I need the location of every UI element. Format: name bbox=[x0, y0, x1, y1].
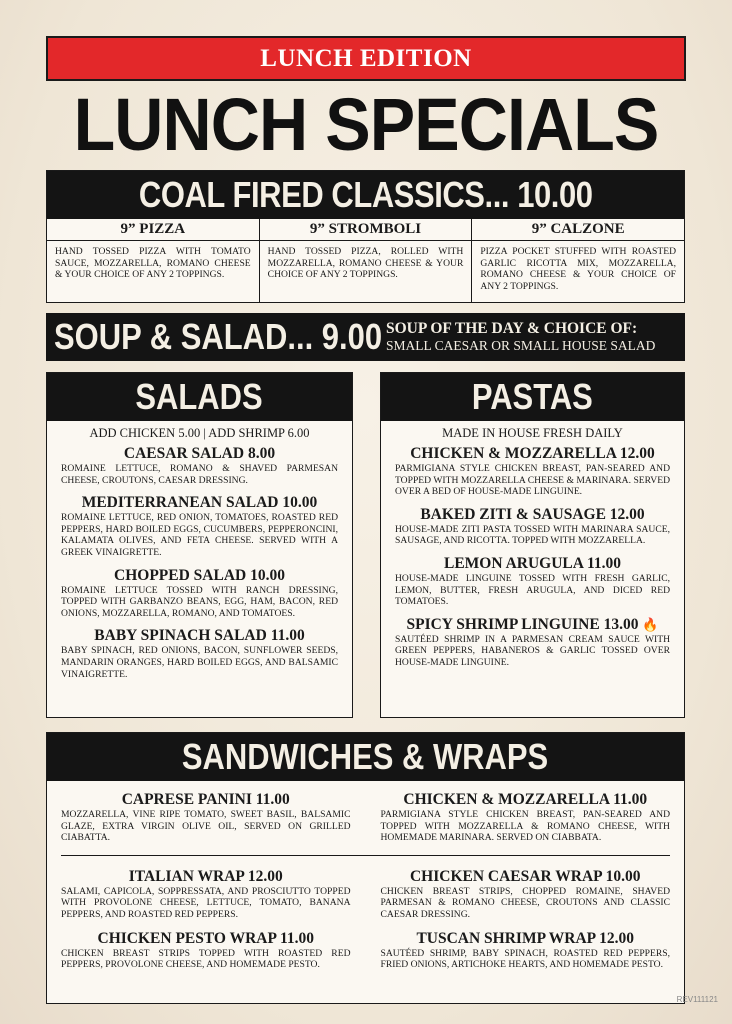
menu-item bbox=[61, 791, 351, 844]
page-title: LUNCH SPECIALS bbox=[73, 83, 659, 166]
sandwiches-wraps-section bbox=[46, 732, 685, 1004]
classic-item-name: 9” PIZZA bbox=[47, 219, 259, 241]
revision-code: REV111121 bbox=[676, 995, 718, 1004]
item-name: BABY SPINACH SALAD 11.00 bbox=[94, 627, 305, 645]
item-desc: PARMIGIANA STYLE CHICKEN BREAST, PAN-SEARED AND TOPPED WITH MOZZARELLA CHEESE & MARINARA. SERVED OVER A BED OF HOUSE-MADE LINGUINE. bbox=[395, 463, 670, 498]
pastas-heading: PASTAS bbox=[381, 373, 684, 421]
item-name: LEMON ARUGULA 11.00 bbox=[444, 554, 621, 572]
item-desc: SALAMI, CAPICOLA, SOPPRESSATA, AND PROSCIUTTO TOPPED WITH PROVOLONE CHEESE, LETTUCE, TOMATO, BANANA PEPPERS, AND ROASTED RED PEPPERS. bbox=[61, 885, 351, 920]
soup-salad-line2: SMALL CAESAR OR SMALL HOUSE SALAD bbox=[386, 338, 656, 353]
menu-item bbox=[61, 868, 351, 921]
classic-item-calzone bbox=[472, 219, 684, 302]
item-desc: ROMAINE LETTUCE TOSSED WITH RANCH DRESSING, TOPPED WITH GARBANZO BEANS, EGG, HAM, BACON, RED ONIONS, MOZZARELLA, ROMANO, AND TOMATOES. bbox=[61, 584, 338, 619]
item-desc: SAUTÉED SHRIMP, BABY SPINACH, ROASTED RED PEPPERS, FRIED ONIONS, ARTICHOKE HEARTS, AND HOMEMADE PESTO. bbox=[380, 947, 670, 971]
menu-item bbox=[47, 445, 352, 486]
item-name: BAKED ZITI & SAUSAGE 12.00 bbox=[420, 505, 645, 523]
menu-item bbox=[381, 791, 671, 844]
classic-item-stromboli bbox=[260, 219, 473, 302]
classic-item-desc: HAND TOSSED PIZZA WITH TOMATO SAUCE, MOZZARELLA, ROMANO CHEESE & YOUR CHOICE OF ANY 2 TOPPINGS. bbox=[55, 246, 251, 281]
lunch-edition-banner bbox=[46, 36, 686, 81]
salads-heading: SALADS bbox=[47, 373, 352, 421]
menu-item bbox=[61, 930, 351, 971]
banner-text: LUNCH EDITION bbox=[260, 44, 472, 72]
item-name-row bbox=[395, 616, 670, 634]
classic-item-pizza bbox=[47, 219, 260, 302]
classic-item-desc: PIZZA POCKET STUFFED WITH ROASTED GARLIC RICOTTA MIX, MOZZARELLA, ROMANO CHEESE & YOUR CHOICE OF ANY 2 TOPPINGS. bbox=[480, 246, 677, 292]
item-desc: PARMIGIANA STYLE CHICKEN BREAST, PAN-SEARED AND TOPPED WITH MOZZARELLA & ROMANO CHEESE, WITH HOMEMADE MARINARA. SERVED ON CIABBATA. bbox=[380, 809, 670, 844]
salads-addon-note: ADD CHICKEN 5.00 | ADD SHRIMP 6.00 bbox=[89, 426, 310, 440]
flame-icon: 🔥 bbox=[642, 616, 659, 632]
menu-item bbox=[381, 506, 684, 547]
soup-salad-heading: SOUP & SALAD... 9.00 bbox=[54, 316, 383, 357]
menu-item bbox=[47, 494, 352, 558]
pastas-section bbox=[380, 372, 685, 718]
pastas-note: MADE IN HOUSE FRESH DAILY bbox=[442, 426, 623, 440]
item-desc: BABY SPINACH, RED ONIONS, BACON, SUNFLOWER SEEDS, MANDARIN ORANGES, HARD BOILED EGGS, AND BALSAMIC VINAIGRETTE. bbox=[61, 645, 338, 680]
item-name: CAPRESE PANINI 11.00 bbox=[121, 791, 290, 808]
menu-item bbox=[381, 555, 684, 608]
item-name: ITALIAN WRAP 12.00 bbox=[128, 867, 283, 885]
item-desc: CHICKEN BREAST STRIPS, CHOPPED ROMAINE, SHAVED PARMESAN & ROMANO CHEESE, CROUTONS AND CLASSIC CAESAR DRESSING. bbox=[380, 885, 670, 920]
item-desc: CHICKEN BREAST STRIPS TOPPED WITH ROASTED RED PEPPERS, PROVOLONE CHEESE, AND HOMEMADE PESTO. bbox=[61, 947, 351, 971]
item-name: SPICY SHRIMP LINGUINE 13.00 bbox=[406, 615, 639, 633]
item-name: TUSCAN SHRIMP WRAP 12.00 bbox=[416, 929, 635, 947]
item-name: CHICKEN & MOZZARELLA 12.00 bbox=[410, 445, 655, 462]
item-desc: HOUSE-MADE LINGUINE TOSSED WITH FRESH GARLIC, LEMON, BUTTER, FRESH ARUGULA, AND DICED RED TOMATOES. bbox=[395, 572, 670, 608]
sandwiches-heading: SANDWICHES & WRAPS bbox=[47, 733, 684, 781]
soup-salad-details bbox=[386, 320, 655, 354]
item-name: CHICKEN PESTO WRAP 11.00 bbox=[97, 929, 314, 947]
menu-item bbox=[381, 930, 671, 971]
salads-section bbox=[46, 372, 353, 718]
item-name: CHOPPED SALAD 10.00 bbox=[114, 566, 285, 584]
item-name: MEDITERRANEAN SALAD 10.00 bbox=[81, 494, 318, 512]
item-desc: HOUSE-MADE ZITI PASTA TOSSED WITH MARINARA SAUCE, SAUSAGE, AND RICOTTA. TOPPED WITH MOZZARELLA. bbox=[395, 523, 670, 547]
soup-salad-line1: SOUP OF THE DAY & CHOICE OF: bbox=[386, 320, 638, 337]
classics-heading: COAL FIRED CLASSICS... 10.00 bbox=[47, 171, 684, 219]
item-name: CAESAR SALAD 8.00 bbox=[123, 445, 276, 462]
item-name: CHICKEN & MOZZARELLA 11.00 bbox=[403, 791, 648, 808]
classic-item-name: 9” STROMBOLI bbox=[260, 219, 472, 241]
coal-fired-classics-section bbox=[46, 170, 685, 303]
classic-item-desc: HAND TOSSED PIZZA, ROLLED WITH MOZZARELLA, ROMANO CHEESE & YOUR CHOICE OF ANY 2 TOPPINGS. bbox=[267, 246, 464, 281]
item-desc: MOZZARELLA, VINE RIPE TOMATO, SWEET BASIL, BALSAMIC GLAZE, EXTRA VIRGIN OLIVE OIL, SERVED ON GRILLED CIABATTA. bbox=[61, 809, 351, 844]
item-desc: SAUTÉED SHRIMP IN A PARMESAN CREAM SAUCE WITH GREEN PEPPERS, HABANEROS & GARLIC TOSSED OVER HOUSE-MADE LINGUINE. bbox=[395, 633, 670, 668]
item-desc: ROMAINE LETTUCE, RED ONION, TOMATOES, ROASTED RED PEPPERS, HARD BOILED EGGS, CUCUMBERS, PEPPERONCINI, KALAMATA OLIVES, AND FETA CHEESE. SERVED WITH A GREEK VINAIGRETTE. bbox=[61, 512, 338, 558]
menu-item bbox=[381, 868, 671, 921]
item-name: CHICKEN CAESAR WRAP 10.00 bbox=[409, 867, 641, 885]
classic-item-name: 9” CALZONE bbox=[472, 219, 684, 241]
menu-item bbox=[381, 445, 684, 498]
divider bbox=[61, 855, 670, 856]
menu-item bbox=[381, 616, 684, 669]
menu-item bbox=[47, 627, 352, 680]
item-desc: ROMAINE LETTUCE, ROMANO & SHAVED PARMESAN CHEESE, CROUTONS, CAESAR DRESSING. bbox=[61, 463, 338, 486]
menu-item bbox=[47, 567, 352, 620]
soup-salad-bar bbox=[46, 313, 685, 361]
